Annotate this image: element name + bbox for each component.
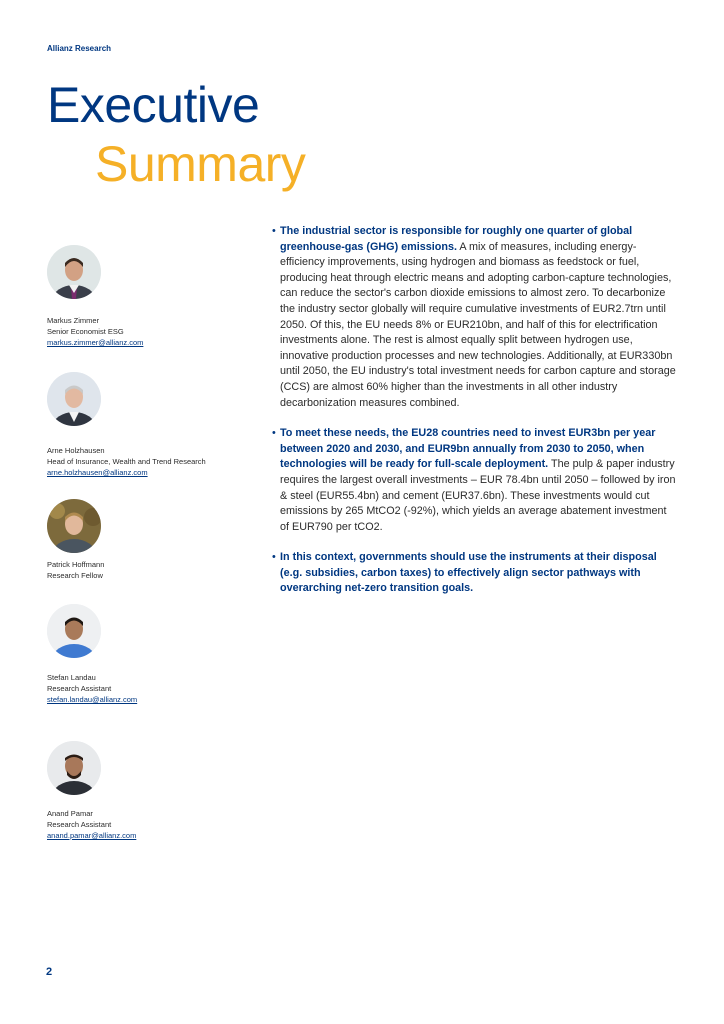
author-card (47, 372, 267, 478)
author-photo (47, 372, 101, 426)
summary-bullet-lead: To meet these needs, the EU28 countries need to invest EUR3bn per year between 2020 and 2030, and EUR9bn annually from 2030 to 2050, when technologies will be ready for full-scale deployment. (280, 427, 656, 471)
author-role: Research Fellow (47, 571, 103, 580)
title-executive: Executive (47, 77, 260, 133)
author-name: Arne Holzhausen (47, 446, 105, 455)
author-name: Patrick Hoffmann (47, 560, 105, 569)
author-photo (47, 741, 101, 795)
author-name: Markus Zimmer (47, 316, 100, 325)
summary-bullet-text: A mix of measures, including energy-efficiency improvements, using hydrogen and biomass as feedstock or fuel, producing heat through electric means and adopting carbon-capture technologies, can reduce the sector's carbon dioxide emissions to almost zero. To decarbonize the industry sector globally will require cumulative investments of EUR2.7trn until 2050. Of this, the EU needs 8% or EUR210bn, and half of this for electrification investments alone. The rest is almost equally split between hydrogen use, innovative production processes and new technologies. Additionally, at EUR330bn until 2050, the EU industry's total investment needs for carbon capture and storage (CCS) are almost 60% higher than the investments in all other industry decarbonization measures combined. (280, 240, 676, 409)
author-role: Research Assistant (47, 820, 112, 829)
author-card (47, 741, 267, 841)
author-email-link[interactable]: arne.holzhausen@allianz.com (47, 468, 148, 477)
author-role: Senior Economist ESG (47, 327, 124, 336)
summary-bullet-lead: The industrial sector is responsible for roughly one quarter of global greenhouse-gas (GHG) emissions. (280, 225, 633, 253)
author-card (47, 499, 267, 581)
page-number: 2 (46, 966, 53, 978)
author-card (47, 245, 267, 348)
author-role: Head of Insurance, Wealth and Trend Research (47, 457, 206, 466)
summary-bullet (272, 224, 678, 411)
author-card (47, 604, 267, 705)
summary-bullet (272, 550, 678, 597)
author-email-link[interactable]: stefan.landau@allianz.com (47, 695, 138, 704)
author-name: Anand Pamar (47, 809, 93, 818)
summary-bullet-lead: In this context, governments should use the instruments at their disposal (e.g. subsidies, carbon taxes) to effectively align sector pathways with overarching net-zero transition goals. (280, 551, 657, 595)
summary-bullet (272, 426, 678, 535)
author-name: Stefan Landau (47, 673, 96, 682)
author-photo (47, 245, 101, 299)
executive-summary-body (272, 224, 678, 612)
summary-bullet-text: The pulp & paper industry requires the largest overall investments – EUR 78.4bn until 2050 – followed by iron & steel (EUR55.4bn) and cement (EUR37.6bn). These investments would cut emissions by 265 MtCO2 (-92%), which yields an average abatement investment of EUR790 per tCO2. (280, 458, 676, 533)
author-email-link[interactable]: anand.pamar@allianz.com (47, 831, 137, 840)
header-brand: Allianz Research (47, 44, 112, 53)
author-role: Research Assistant (47, 684, 112, 693)
title-summary: Summary (95, 136, 306, 192)
author-photo (47, 499, 101, 553)
author-photo (47, 604, 101, 658)
author-email-link[interactable]: markus.zimmer@allianz.com (47, 338, 144, 347)
